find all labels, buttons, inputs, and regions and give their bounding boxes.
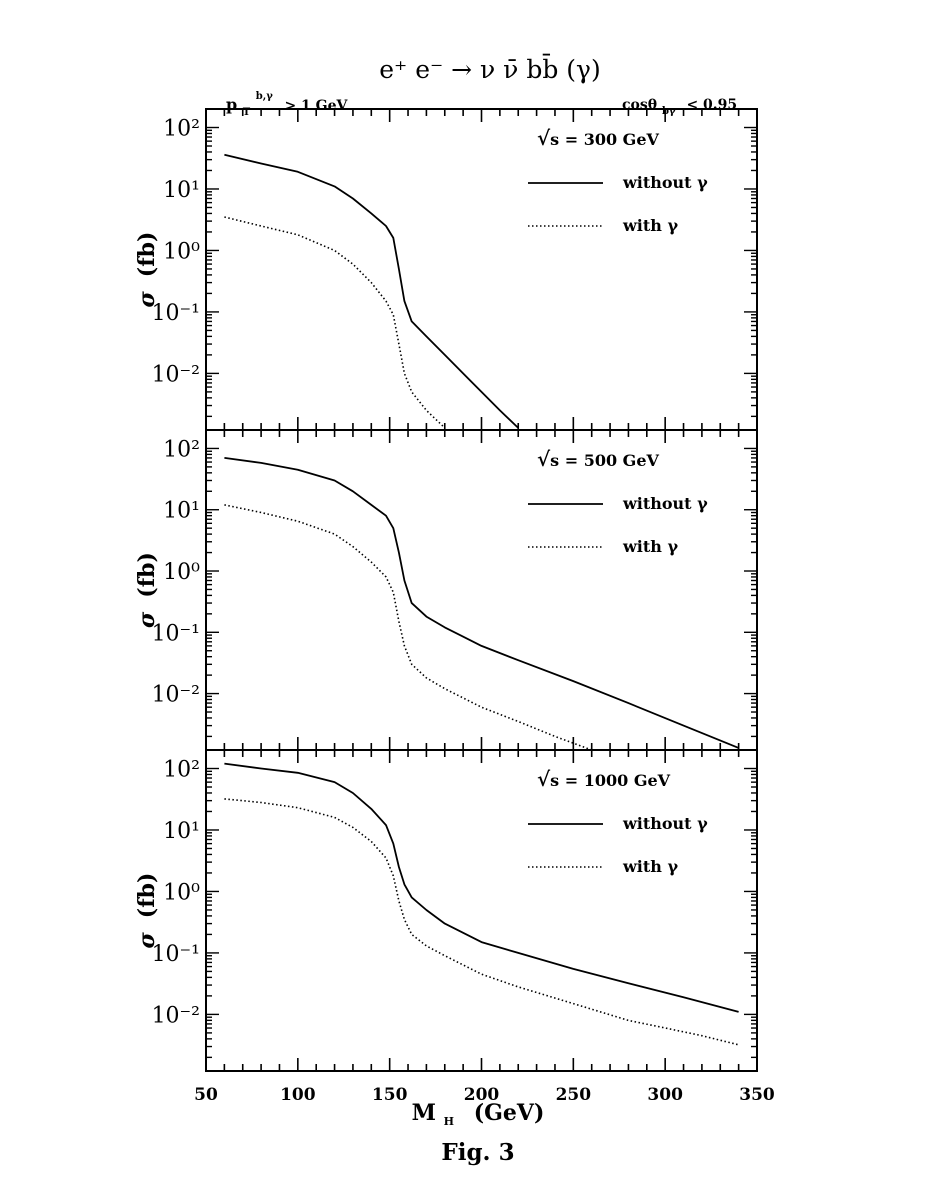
y-tick-label: 10⁰ — [163, 560, 200, 586]
y-tick-label: 10⁰ — [163, 239, 200, 265]
x-ticks — [206, 109, 757, 430]
y-axis-label-sigma: σ — [134, 611, 160, 628]
energy-sqrt: √ — [537, 767, 551, 791]
figure-caption: Fig. 3 — [441, 1139, 515, 1166]
energy-label — [537, 126, 660, 150]
left-cut-sup: b,γ — [255, 91, 273, 102]
panel-1 — [134, 109, 757, 430]
figure-title: e⁺ e⁻ → ν ν̄ bb̄ (γ) — [379, 55, 601, 84]
energy-label — [537, 767, 671, 791]
right-cut-main: cosθ — [622, 97, 658, 113]
legend-label: with γ — [623, 857, 679, 876]
panel-2 — [134, 430, 757, 750]
y-ticks — [206, 750, 757, 1057]
legend-label: with γ — [623, 537, 679, 556]
x-ticks — [206, 430, 757, 750]
y-ticks — [206, 109, 757, 416]
x-tick-label: 150 — [371, 1085, 408, 1105]
energy-text: s = 500 GeV — [550, 451, 659, 470]
y-tick-label: 10¹ — [163, 177, 200, 203]
y-axis-label-sigma: σ — [134, 932, 160, 949]
y-tick-label: 10¹ — [163, 498, 200, 524]
x-tick-label: 50 — [194, 1085, 218, 1105]
y-axis-label-unit: (fb) — [134, 231, 160, 278]
series-line-without-gamma — [224, 155, 518, 428]
legend-label: with γ — [623, 216, 679, 235]
left-cut-value: > 1 GeV — [284, 98, 348, 114]
panels — [134, 109, 757, 1071]
series-line-with-gamma — [224, 505, 591, 750]
y-tick-label: 10⁻² — [151, 1003, 200, 1029]
x-tick-label: 200 — [463, 1085, 500, 1105]
legend — [528, 447, 708, 556]
y-tick-label: 10⁻¹ — [151, 621, 200, 647]
y-axis-label — [134, 232, 160, 308]
energy-sqrt: √ — [537, 447, 551, 471]
x-axis-label — [412, 1100, 545, 1131]
panel-frame — [206, 430, 757, 750]
right-cut-value: < 0.95 — [686, 97, 738, 113]
x-tick-label: 300 — [647, 1085, 683, 1105]
y-axis-label — [134, 552, 160, 628]
series-line-with-gamma — [224, 799, 738, 1045]
legend-label: without γ — [623, 814, 708, 833]
panel-frame — [206, 750, 757, 1071]
y-tick-label: 10⁻¹ — [151, 941, 200, 967]
y-tick-label: 10⁻² — [151, 682, 200, 708]
left-cut-p: p — [226, 95, 238, 114]
panel-3 — [134, 750, 757, 1071]
x-axis-label-main: M — [411, 1100, 436, 1126]
legend — [528, 126, 708, 235]
y-axis-label-sigma: σ — [134, 291, 160, 308]
y-tick-label: 10² — [163, 437, 200, 463]
left-cut-label — [226, 84, 349, 119]
y-tick-label: 10⁰ — [163, 880, 200, 906]
series-line-without-gamma — [224, 764, 738, 1012]
energy-text: s = 1000 GeV — [550, 771, 671, 790]
x-ticks — [206, 750, 757, 1071]
y-tick-label: 10² — [163, 757, 200, 783]
energy-sqrt: √ — [537, 126, 551, 150]
energy-text: s = 300 GeV — [550, 130, 659, 149]
x-tick-label: 350 — [739, 1085, 775, 1105]
left-cut-sub: T — [242, 107, 251, 118]
y-tick-label: 10⁻¹ — [151, 300, 200, 326]
y-tick-label: 10⁻² — [151, 362, 200, 388]
legend — [528, 767, 708, 876]
panel-frame — [206, 109, 757, 430]
y-axis-label-unit: (fb) — [134, 552, 160, 598]
y-axis-label-unit: (fb) — [134, 872, 160, 919]
y-ticks — [206, 430, 757, 736]
y-axis-label — [134, 873, 160, 949]
legend-label: without γ — [623, 173, 708, 192]
x-axis-label-sub: H — [443, 1115, 455, 1128]
legend-label: without γ — [623, 494, 708, 513]
x-tick-label: 100 — [280, 1085, 316, 1105]
y-tick-label: 10¹ — [163, 818, 200, 844]
energy-label — [537, 447, 660, 471]
x-axis-label-unit: (GeV) — [473, 1100, 545, 1126]
x-tick-label: 250 — [555, 1085, 592, 1105]
y-tick-label: 10² — [163, 116, 200, 142]
right-cut-sub: bγ — [661, 106, 676, 117]
